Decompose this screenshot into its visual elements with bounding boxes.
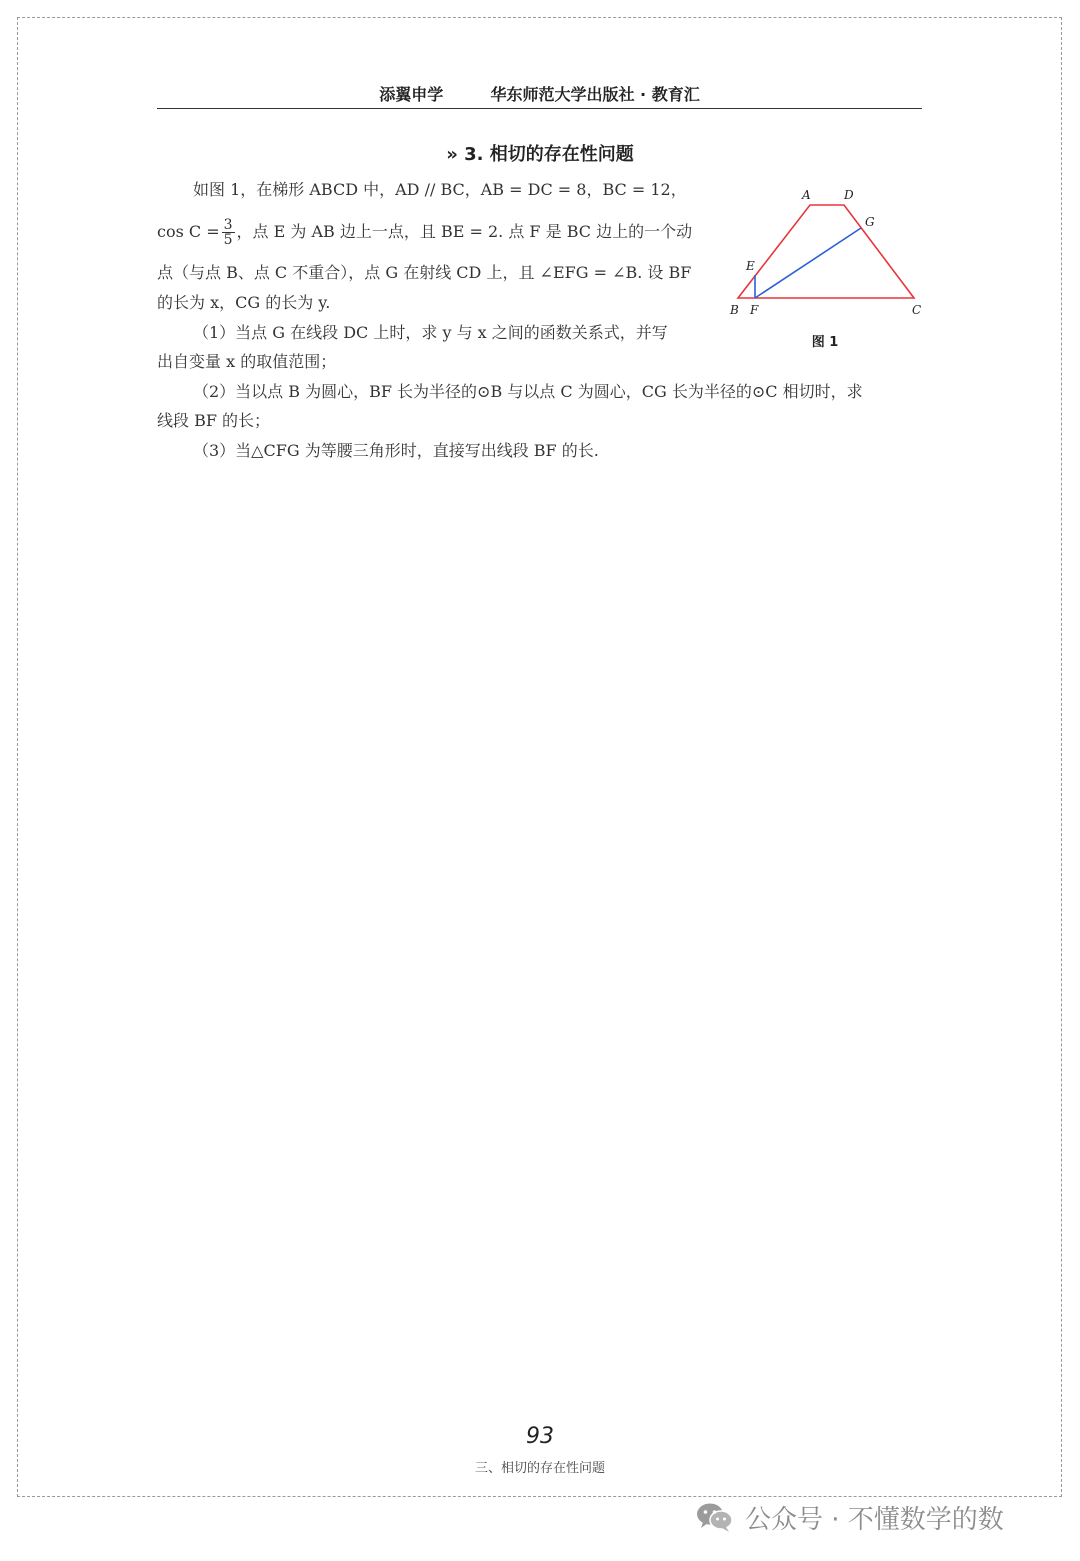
label-f: F — [750, 303, 759, 317]
page-number: 93 — [526, 1424, 554, 1449]
problem-line-4: 的长为 x，CG 的长为 y. — [157, 293, 331, 312]
label-c: C — [912, 303, 922, 317]
label-b: B — [730, 303, 739, 317]
problem-line-2: cos C = $\frac{3}{5}$ ，点 E 为 AB 边上一点，且 BE = 2. 点 F 是 BC 边上的一个动 — [157, 217, 693, 248]
watermark-text: 公众号 · 不懂数学的数 — [745, 1504, 1004, 1535]
question-3-line-1: （3）当△CFG 为等腰三角形时，直接写出线段 BF 的长. — [193, 441, 599, 460]
label-g: G — [865, 215, 875, 229]
wechat-icon — [695, 1501, 735, 1533]
question-2-line-1: （2）当以点 B 为圆心，BF 长为半径的⊙B 与以点 C 为圆心，CG 长为半径的⊙C 相切时，求 — [193, 382, 863, 401]
problem-line-1: 如图 1，在梯形 ABCD 中，AD // BC，AB = DC = 8，BC = 12， — [193, 180, 687, 199]
label-a: A — [802, 188, 811, 202]
figure-caption: 图 1 — [811, 335, 839, 350]
watermark — [695, 1497, 1004, 1537]
footer-chapter: 三、相切的存在性问题 — [474, 1461, 605, 1476]
section-title: » 3. 相切的存在性问题 — [446, 144, 634, 165]
label-e: E — [746, 259, 755, 273]
trapezoid-figure — [728, 180, 928, 320]
header-publisher: 华东师范大学出版社 · 教育汇 — [490, 85, 700, 104]
segment-fg — [755, 228, 861, 298]
question-1-line-1: （1）当点 G 在线段 DC 上时，求 y 与 x 之间的函数关系式，并写 — [193, 323, 668, 342]
fraction: $\frac{3}{5}$ — [223, 217, 233, 248]
label-d: D — [844, 188, 854, 202]
page-header — [157, 82, 922, 109]
header-school: 添翼申学 — [379, 85, 444, 104]
question-2-line-2: 线段 BF 的长； — [157, 411, 271, 430]
problem-line-3: 点（与点 B、点 C 不重合），点 G 在射线 CD 上，且 ∠EFG = ∠B. 设 BF — [157, 263, 692, 282]
question-1-line-2: 出自变量 x 的取值范围； — [157, 352, 337, 371]
